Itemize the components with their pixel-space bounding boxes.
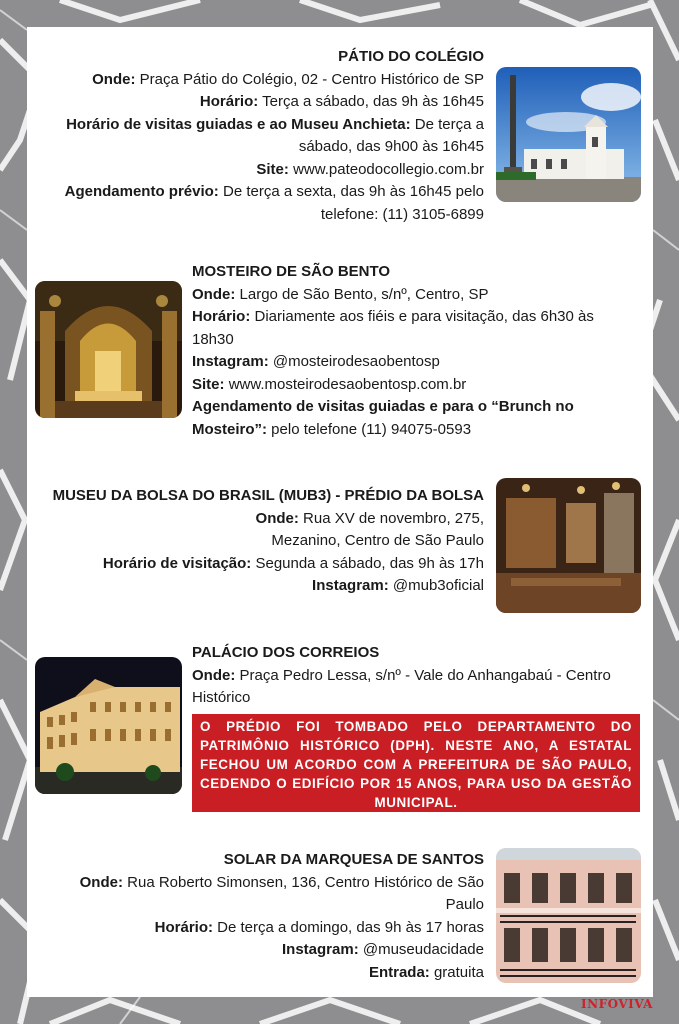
- palace-night-photo: [35, 657, 182, 794]
- museum-interior-photo: [496, 478, 641, 613]
- entry-line: Horário: De terça a domingo, das 9h às 17 horas: [154, 918, 484, 936]
- entry-line: Agendamento de visitas guiadas e para o “Brunch no Mosteiro”: pelo telefone (11) 94075-0593: [192, 398, 574, 438]
- entry-line: Instagram: @museudacidade: [282, 941, 484, 958]
- entry-title: MUSEU DA BOLSA DO BRASIL (MUB3) - PRÉDIO DA BOLSA: [52, 487, 484, 504]
- entry-title: PÁTIO DO COLÉGIO: [338, 48, 484, 65]
- entry-line: Onde: Rua XV de novembro, 275, Mezanino, Centro de São Paulo: [255, 509, 484, 549]
- entry-palacio-dos-correios: [192, 642, 640, 710]
- brand-logo: INFOVIVA: [581, 997, 653, 1011]
- entry-line: Agendamento prévio: De terça a sexta, das 9h às 16h45 pelo telefone: (11) 3105-6899: [64, 183, 484, 223]
- entry-line: Instagram: @mosteirodesaobentosp: [192, 353, 440, 370]
- entry-solar-marquesa-santos: [36, 849, 484, 984]
- entry-mosteiro-sao-bento: [192, 261, 632, 441]
- entry-line: Horário: Diariamente aos fiéis e para visitação, das 6h30 às 18h30: [192, 308, 594, 348]
- entry-line: Instagram: @mub3oficial: [312, 577, 484, 594]
- entry-title: PALÁCIO DOS CORREIOS: [192, 644, 380, 661]
- entry-line: Onde: Praça Pátio do Colégio, 02 - Centro Histórico de SP: [92, 70, 484, 88]
- entry-line: Onde: Rua Roberto Simonsen, 136, Centro Histórico de São Paulo: [79, 873, 484, 913]
- entry-title: SOLAR DA MARQUESA DE SANTOS: [223, 851, 484, 868]
- entry-line: Site: www.pateodocollegio.com.br: [256, 160, 484, 178]
- entry-patio-do-colegio: [36, 46, 484, 226]
- entry-museu-da-bolsa: [36, 485, 484, 598]
- entry-line: Horário: Terça a sábado, das 9h às 16h45: [199, 93, 484, 110]
- entry-title: MOSTEIRO DE SÃO BENTO: [192, 263, 391, 280]
- entry-line: Onde: Largo de São Bento, s/nº, Centro, SP: [192, 285, 489, 303]
- entry-line: Horário de visitação: Segunda a sábado, das 9h às 17h: [102, 554, 484, 572]
- entry-line: Entrada: gratuita: [368, 963, 484, 981]
- entry-line: Horário de visitas guiadas e ao Museu Anchieta: De terça a sábado, das 9h00 às 16h45: [66, 115, 484, 155]
- highlight-note: O PRÉDIO FOI TOMBADO PELO DEPARTAMENTO DO PATRIMÔNIO HISTÓRICO (DPH). NESTE ANO, A ESTATAL FECHOU UM ACORDO COM A PREFEITURA DE SÃO PAULO, CEDENDO O EDIFÍCIO POR 15 ANOS, PARA USO DA GESTÃO MUNICIPAL.: [192, 714, 640, 812]
- entry-line: Onde: Praça Pedro Lessa, s/nº - Vale do Anhangabaú - Centro Histórico: [192, 666, 611, 706]
- entry-line: Site: www.mosteirodesaobentosp.com.br: [192, 375, 467, 393]
- pink-facade-photo: [496, 848, 641, 983]
- monastery-interior-photo: [35, 281, 182, 418]
- church-monument-photo: [496, 67, 641, 202]
